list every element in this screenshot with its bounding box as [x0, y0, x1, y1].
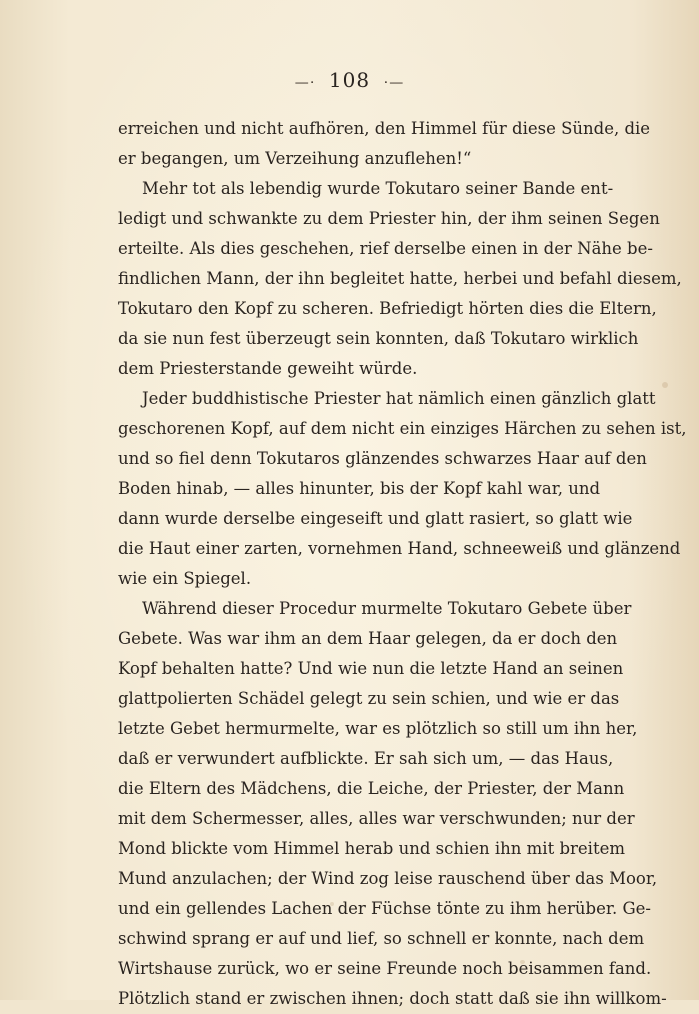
text-line: letzte Gebet hermurmelte, war es plötzlich so still um ihn her,: [118, 719, 638, 738]
body-text: [118, 114, 687, 1014]
text-line: Wirtshause zurück, wo er seine Freunde noch beisammen fand.: [118, 959, 652, 978]
text-line: Plötzlich stand er zwischen ihnen; doch statt daß sie ihn willkom-: [118, 989, 667, 1008]
text-line: dem Priesterstande geweiht würde.: [118, 359, 418, 378]
text-line: Gebete. Was war ihm an dem Haar gelegen, da er doch den: [118, 629, 618, 648]
text-line: Tokutaro den Kopf zu scheren. Befriedigt hörten dies die Eltern,: [118, 299, 657, 318]
text-line: glattpolierten Schädel gelegt zu sein schien, und wie er das: [118, 689, 620, 708]
text-line: da sie nun fest überzeugt sein konnten, daß Tokutaro wirklich: [118, 329, 639, 348]
header-ornament-right: ⋅—: [383, 75, 405, 91]
text-line: Jeder buddhistische Priester hat nämlich einen gänzlich glatt: [142, 389, 656, 408]
text-line: die Haut einer zarten, vornehmen Hand, schneeweiß und glänzend: [118, 539, 681, 558]
text-line: er begangen, um Verzeihung anzuflehen!“: [118, 149, 472, 168]
header-ornament-left: —⋅: [294, 75, 316, 91]
page-header: [0, 68, 699, 92]
text-line: schwind sprang er auf und lief, so schnell er konnte, nach dem: [118, 929, 645, 948]
text-line: mit dem Schermesser, alles, alles war verschwunden; nur der: [118, 809, 635, 828]
text-line: Mehr tot als lebendig wurde Tokutaro seiner Bande ent-: [142, 179, 614, 198]
text-line: Mund anzulachen; der Wind zog leise rauschend über das Moor,: [118, 869, 658, 888]
page-number: 108: [328, 68, 371, 92]
text-line: Boden hinab, — alles hinunter, bis der Kopf kahl war, und: [118, 479, 601, 498]
text-line: die Eltern des Mädchens, die Leiche, der Priester, der Mann: [118, 779, 625, 798]
text-line: und so fiel denn Tokutaros glänzendes schwarzes Haar auf den: [118, 449, 647, 468]
text-line: daß er verwundert aufblickte. Er sah sich um, — das Haus,: [118, 749, 614, 768]
text-line: Mond blickte vom Himmel herab und schien ihn mit breitem: [118, 839, 625, 858]
text-line: ledigt und schwankte zu dem Priester hin, der ihm seinen Segen: [118, 209, 660, 228]
text-line: Kopf behalten hatte? Und wie nun die letzte Hand an seinen: [118, 659, 624, 678]
text-line: dann wurde derselbe eingeseift und glatt rasiert, so glatt wie: [118, 509, 633, 528]
text-line: erreichen und nicht aufhören, den Himmel für diese Sünde, die: [118, 119, 651, 138]
text-line: geschorenen Kopf, auf dem nicht ein einziges Härchen zu sehen ist,: [118, 419, 687, 438]
text-line: Während dieser Procedur murmelte Tokutaro Gebete über: [142, 599, 632, 618]
text-line: und ein gellendes Lachen der Füchse tönte zu ihm herüber. Ge-: [118, 899, 651, 918]
text-line: findlichen Mann, der ihn begleitet hatte, herbei und befahl diesem,: [118, 269, 682, 288]
text-line: wie ein Spiegel.: [118, 569, 252, 588]
text-line: erteilte. Als dies geschehen, rief derselbe einen in der Nähe be-: [118, 239, 653, 258]
paper-stain: [662, 382, 668, 388]
